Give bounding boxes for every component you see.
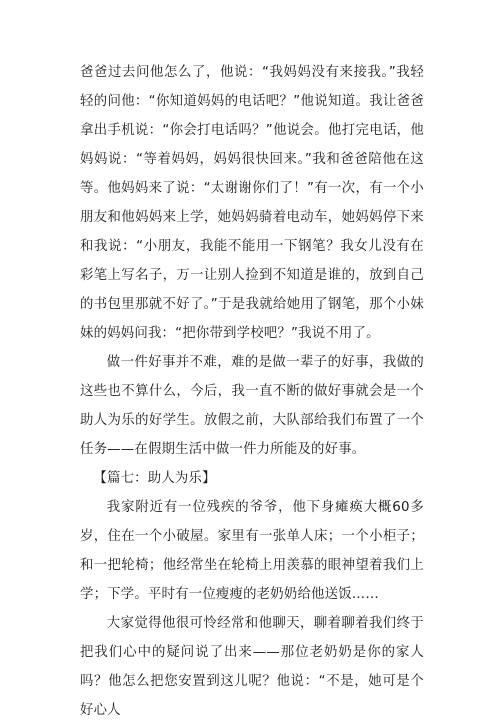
document-page (80, 58, 424, 725)
paragraph-conversation: 大家觉得他很可怜经常和他聊天，聊着聊着我们终于把我们心中的疑问说了出来——那位老奶奶是你的家人吗？他怎么把您安置到这儿呢？他说：“不是，她可是个好心人 (80, 616, 424, 718)
paragraph-story-continuation: 爸爸过去问他怎么了，他说：“我妈妈没有来接我。”我轻轻的问他：“你知道妈妈的电话吧？”他说知道。我让爸爸拿出手机说：“你会打电话吗？”他说会。他打完电话，他妈妈说：“等着妈妈，妈妈很快回来。”我和爸爸陪他在这等。他妈妈来了说：“太谢谢你们了！”有一次，有一个小朋友和他妈妈来上学，她妈妈骑着电动车，她妈妈停下来和我说：“小朋友，我能不能用一下钢笔？我女儿没有在彩笔上写名子，万一让别人捡到不知道是谁的，放到自己的书包里那就不好了。”于是我就给她用了钢笔，那个小妹妹的妈妈问我：“把你带到学校吧？”我说不用了。 (80, 65, 424, 341)
paragraph-reflection: 做一件好事并不难，难的是做一辈子的好事，我做的这些也不算什么，今后，我一直不断的做好事就会是一个助人为乐的好学生。放假之前，大队部给我们布置了一个任务——在假期生活中做一件力所能及的好事。 (80, 355, 424, 457)
paragraph-disabled-grandpa: 我家附近有一位残疾的爷爷，他下身瘫痪大概60多岁，住在一个小破屋。家里有一张单人床；一个小柜子；和一把轮椅；他经常坐在轮椅上用羡慕的眼神望着我们上学；下学。平时有一位瘦瘦的老奶奶给他送饭…… (80, 500, 424, 602)
section-heading: 【篇七：助人为乐】 (93, 471, 216, 486)
